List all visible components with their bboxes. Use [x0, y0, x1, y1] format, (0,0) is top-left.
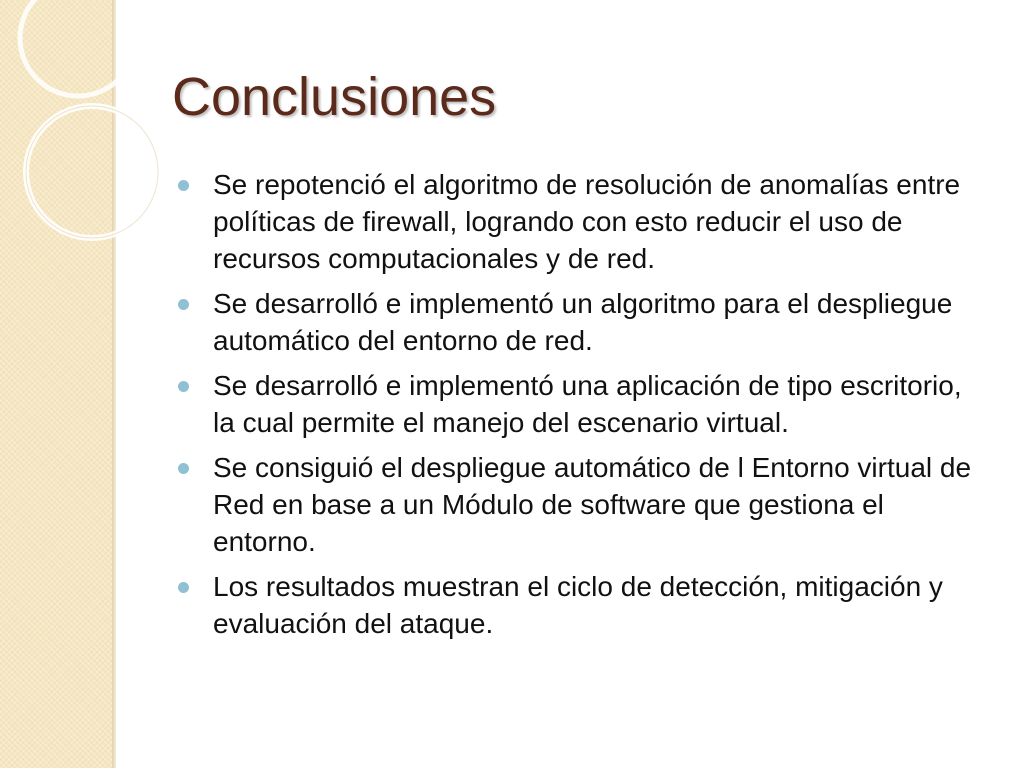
circle-bullet-icon	[178, 180, 189, 191]
bullet-text: Se desarrolló e implementó un algoritmo para el despliegue automático del entorno de red.	[213, 288, 953, 356]
decorative-rings-icon	[0, 0, 180, 260]
slide-title: Conclusiones	[172, 67, 497, 127]
circle-bullet-icon	[178, 582, 189, 593]
bullet-text: Los resultados muestran el ciclo de detección, mitigación y evaluación del ataque.	[213, 571, 943, 639]
conclusions-list	[176, 166, 976, 650]
list-item	[176, 449, 976, 560]
list-item	[176, 367, 976, 441]
bullet-text: Se desarrolló e implementó una aplicación de tipo escritorio, la cual permite el manejo del escenario virtual.	[213, 370, 962, 438]
circle-bullet-icon	[178, 381, 189, 392]
circle-bullet-icon	[178, 299, 189, 310]
circle-bullet-icon	[178, 463, 189, 474]
bullet-text: Se consiguió el despliegue automático de l Entorno virtual de Red en base a un Módulo de software que gestiona el entorno.	[213, 452, 972, 557]
list-item	[176, 166, 976, 277]
list-item	[176, 285, 976, 359]
bullet-text: Se repotenció el algoritmo de resolución de anomalías entre políticas de firewall, logrando con esto reducir el uso de recursos computacionales y de red.	[213, 169, 961, 274]
list-item	[176, 568, 976, 642]
